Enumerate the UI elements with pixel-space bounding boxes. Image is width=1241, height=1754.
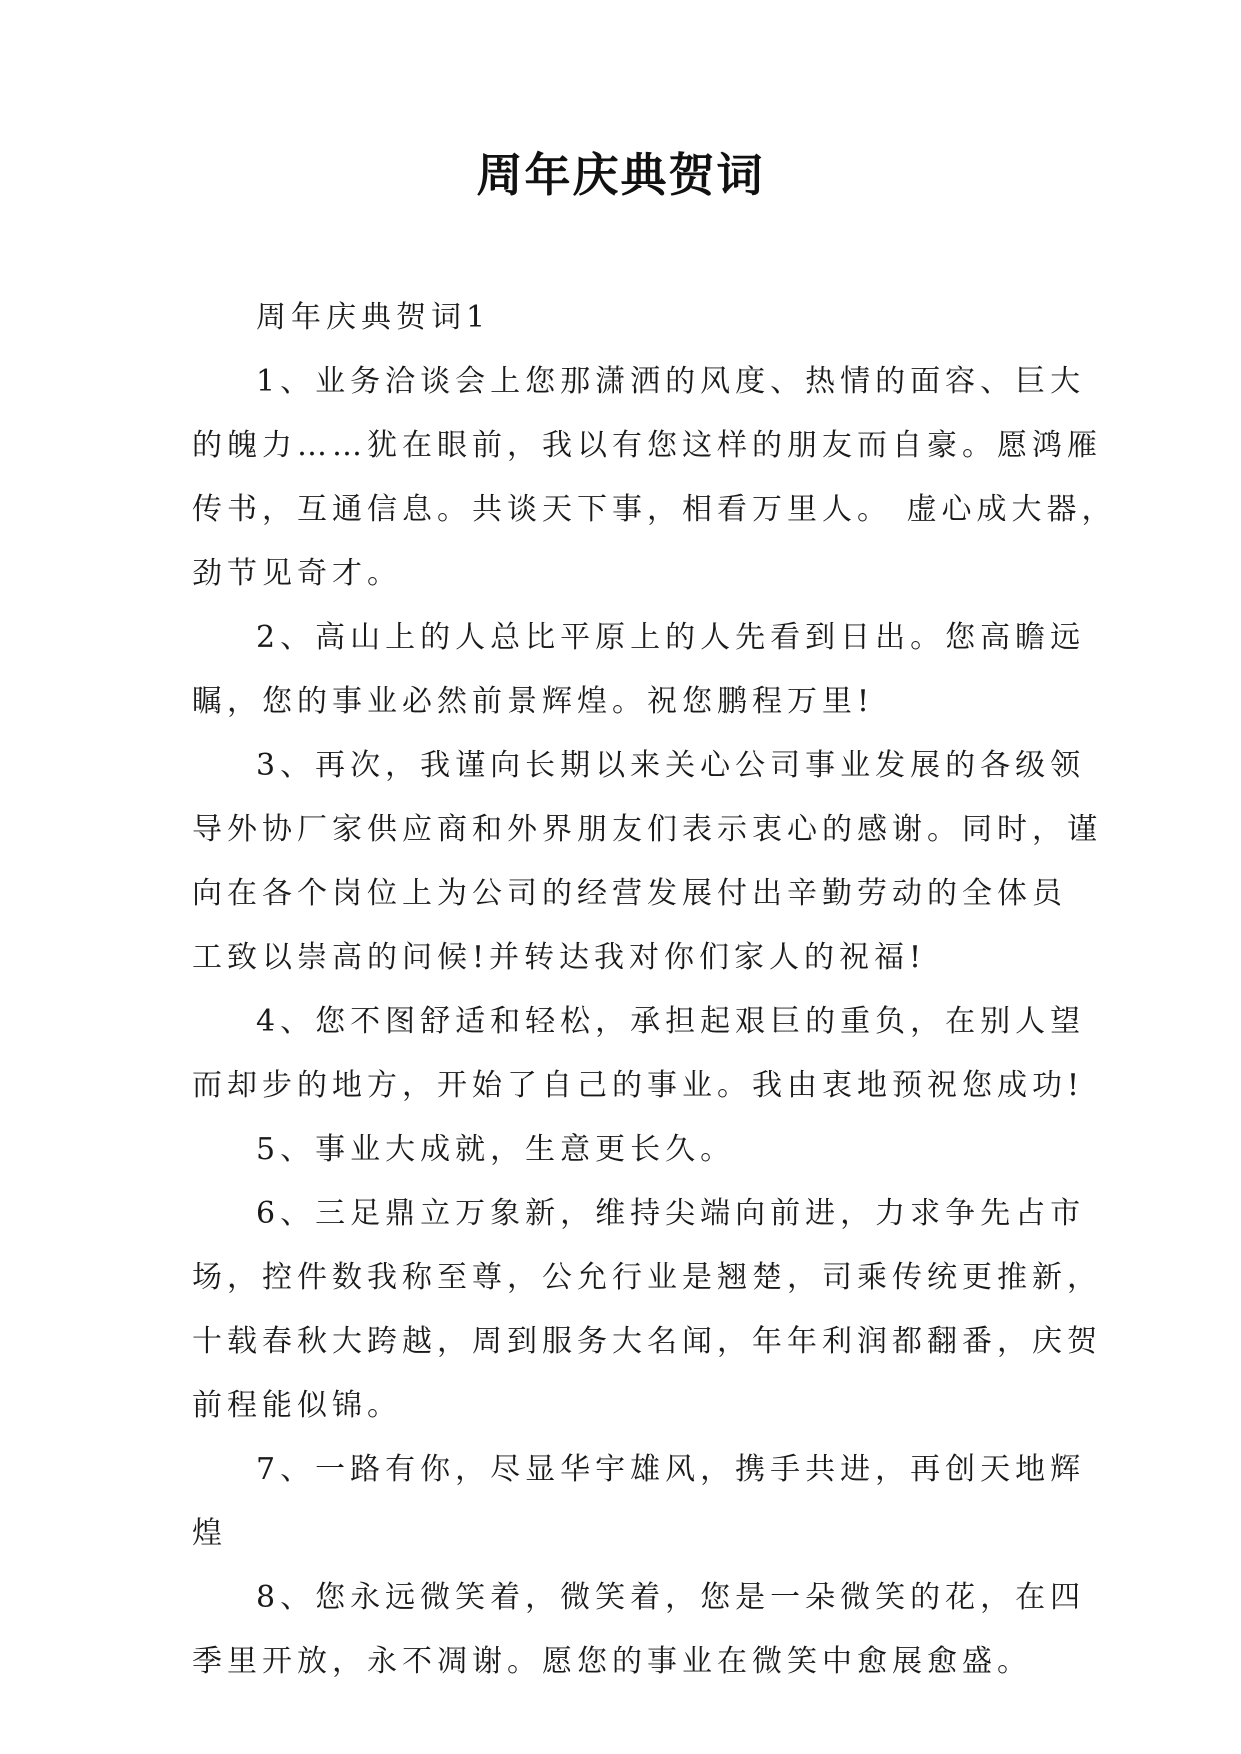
paragraph-list: [192, 350, 1117, 1694]
paragraph-line: 季里开放，永不凋谢。愿您的事业在微笑中愈展愈盛。: [192, 1644, 1032, 1679]
paragraph-line: 传书，互通信息。共谈天下事，相看万里人。 虚心成大器，: [192, 492, 1117, 527]
paragraph-8: [192, 1566, 1086, 1694]
paragraph-2: [192, 606, 1086, 734]
paragraph-line: 煌: [192, 1516, 227, 1551]
paragraph-line: 的魄力……犹在眼前，我以有您这样的朋友而自豪。愿鸿雁: [192, 428, 1102, 463]
paragraph-line: 3、再次，我谨向长期以来关心公司事业发展的各级领: [256, 748, 1086, 783]
paragraph-line: 瞩，您的事业必然前景辉煌。祝您鹏程万里!: [192, 684, 875, 719]
paragraph-7: [192, 1438, 1086, 1566]
document-body: [192, 286, 1117, 1694]
paragraph-line: 7、一路有你，尽显华宇雄风，携手共进，再创天地辉: [256, 1452, 1086, 1487]
paragraph-1: [192, 350, 1117, 606]
paragraph-line: 导外协厂家供应商和外界朋友们表示衷心的感谢。同时，谨: [192, 812, 1102, 847]
paragraph-6: [192, 1182, 1102, 1438]
paragraph-line: 十载春秋大跨越，周到服务大名闻，年年利润都翻番，庆贺: [192, 1324, 1102, 1359]
paragraph-4: [192, 990, 1086, 1118]
paragraph-line: 前程能似锦。: [192, 1388, 402, 1423]
paragraph-line: 1、业务洽谈会上您那潇洒的风度、热情的面容、巨大: [256, 364, 1086, 399]
paragraph-line: 5、事业大成就，生意更长久。: [256, 1132, 736, 1167]
paragraph-line: 工致以崇高的问候!并转达我对你们家人的祝福!: [192, 940, 927, 975]
paragraph-line: 6、三足鼎立万象新，维持尖端向前进，力求争先占市: [256, 1196, 1086, 1231]
paragraph-line: 向在各个岗位上为公司的经营发展付出辛勤劳动的全体员: [192, 876, 1067, 911]
paragraph-line: 2、高山上的人总比平原上的人先看到日出。您高瞻远: [256, 620, 1086, 655]
paragraph-line: 4、您不图舒适和轻松，承担起艰巨的重负，在别人望: [256, 1004, 1086, 1039]
paragraph-line: 8、您永远微笑着，微笑着，您是一朵微笑的花，在四: [256, 1580, 1086, 1615]
page-title: 周年庆典贺词: [476, 148, 765, 202]
section-heading-text: 周年庆典贺词1: [256, 300, 491, 335]
paragraph-line: 而却步的地方，开始了自己的事业。我由衷地预祝您成功!: [192, 1068, 1085, 1103]
paragraph-5: [192, 1118, 1072, 1182]
section-heading: [192, 286, 1072, 350]
paragraph-line: 劲节见奇才。: [192, 556, 402, 591]
paragraph-line: 场，控件数我称至尊，公允行业是翘楚，司乘传统更推新，: [192, 1260, 1102, 1295]
paragraph-3: [192, 734, 1102, 990]
